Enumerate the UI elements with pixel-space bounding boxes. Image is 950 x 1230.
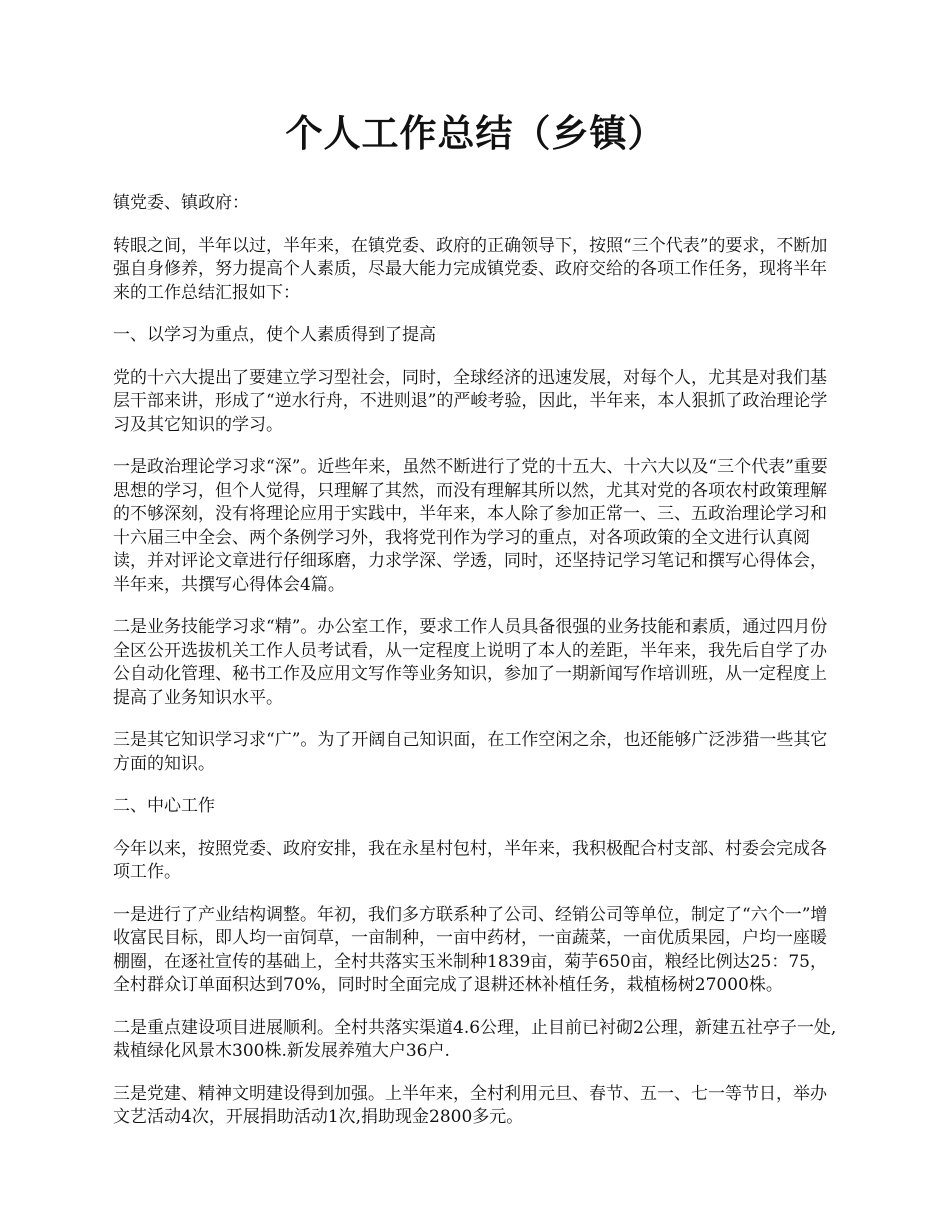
study-background-paragraph: 党的十六大提出了要建立学习型社会，同时，全球经济的迅速发展，对每个人，尤其是对我们基层干部来讲，形成了“逆水行舟，不进则退”的严峻考验，因此，半年来，本人狠抓了政治理论学习及其它知识的学习。 [113, 367, 828, 435]
central-work-intro-paragraph: 今年以来，按照党委、政府安排，我在永星村包村，半年来，我积极配合村支部、村委会完成各项工作。 [113, 838, 827, 882]
section-heading-study: 一、以学习为重点，使个人素质得到了提高 [113, 325, 436, 345]
document-title: 个人工作总结（乡镇） [285, 112, 666, 155]
key-projects-paragraph: 二是重点建设项目进展顺利。全村共落实渠道4.6公理，止目前已衬砌2公理，新建五社亭子一处,栽植绿化风景木300株.新发展养殖大户36户. [113, 1017, 837, 1061]
industry-adjustment-paragraph: 一是进行了产业结构调整。年初，我们多方联系种了公司、经销公司等单位，制定了“六个一”增收富民目标，即人均一亩饲草，一亩制种，一亩中药材，一亩蔬菜，一亩优质果园，户均一座暖棚圈，在逐社宣传的基础上，全村共落实玉米制种1839亩，菊芋650亩，粮经比例达25：75，全村群众订单面积达到70%，同时时全面完成了退耕还林补植任务，栽植杨树27000株。 [113, 904, 828, 995]
political-theory-paragraph: 一是政治理论学习求“深”。近些年来，虽然不断进行了党的十五大、十六大以及“三个代表”重要思想的学习，但个人觉得，只理解了其然，而没有理解其所以然，尤其对党的各项农村政策理解的不够深刻，没有将理论应用于实践中，半年来，本人除了参加正常一、三、五政治理论学习和十六届三中全会、两个条例学习外，我将党刊作为学习的重点，对各项政策的全文进行认真阅读，并对评论文章进行仔细琢磨，力求学深、学透，同时，还坚持记学习笔记和撰写心得体会，半年来，共撰写心得体会4篇。 [113, 457, 828, 595]
business-skills-paragraph: 二是业务技能学习求“精”。办公室工作，要求工作人员具备很强的业务技能和素质，通过四月份全区公开选拔机关工作人员考试看，从一定程度上说明了本人的差距，半年来，我先后自学了办公自动化管理、秘书工作及应用文写作等业务知识，参加了一期新闻写作培训班，从一定程度上提高了业务知识水平。 [113, 617, 828, 708]
intro-paragraph: 转眼之间，半年以过，半年来，在镇党委、政府的正确领导下，按照“三个代表”的要求，不断加强自身修养，努力提高个人素质，尽最大能力完成镇党委、政府交给的各项工作任务，现将半年来的工作总结汇报如下： [113, 235, 828, 303]
other-knowledge-paragraph: 三是其它知识学习求“广”。为了开阔自己知识面，在工作空闲之余，也还能够广泛涉猎一些其它方面的知识。 [113, 730, 828, 774]
party-building-paragraph: 三是党建、精神文明建设得到加强。上半年来，全村利用元旦、春节、五一、七一等节日，举办文艺活动4次，开展捐助活动1次,捐助现金2800多元。 [113, 1083, 827, 1127]
salutation: 镇党委、镇政府： [113, 193, 249, 213]
section-heading-central-work: 二、中心工作 [113, 796, 215, 816]
